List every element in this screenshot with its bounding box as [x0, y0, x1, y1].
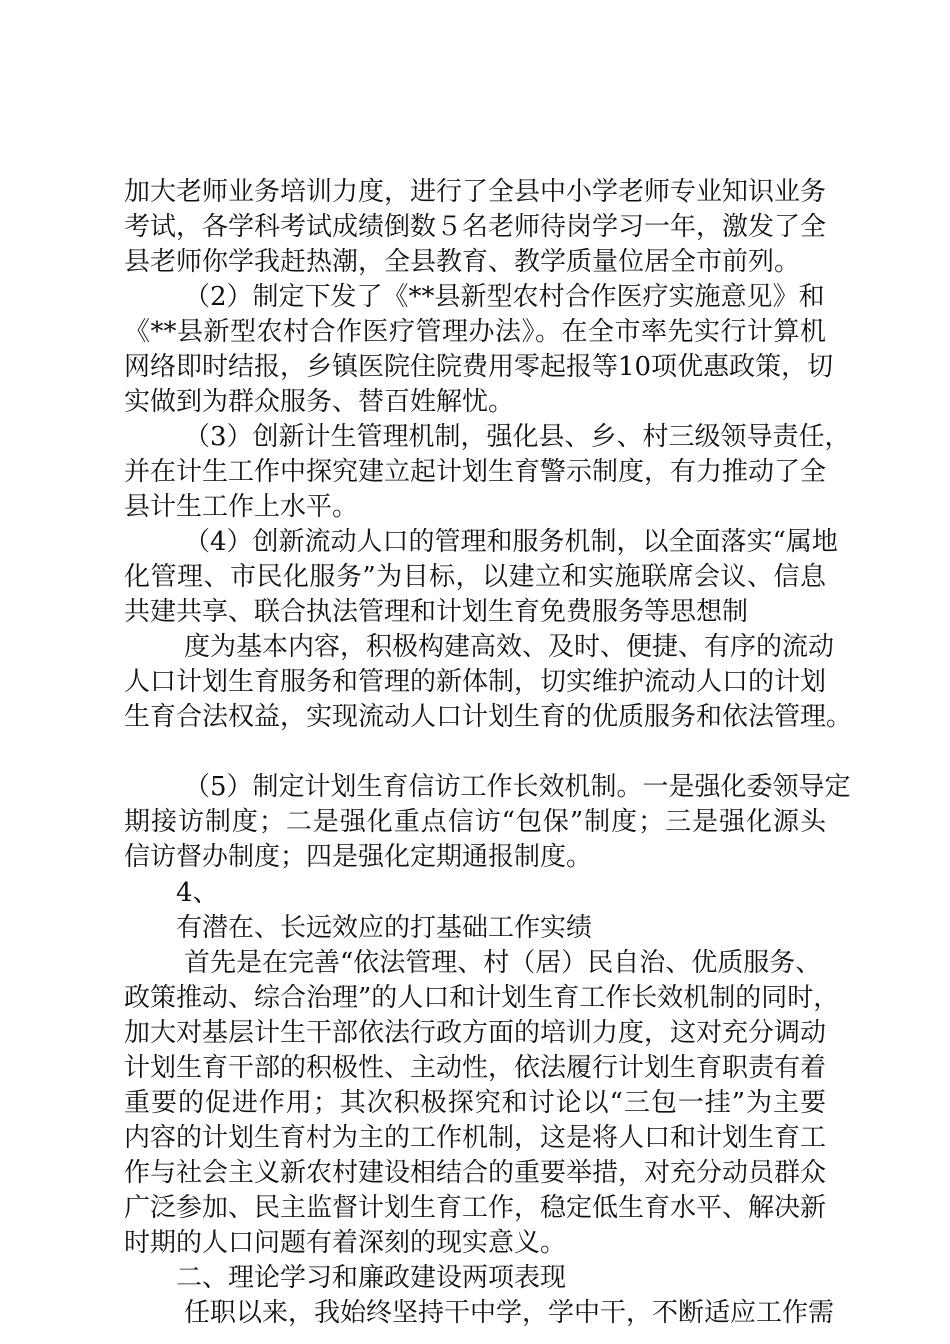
- body-text-line: （5）制定计划生育信访工作长效机制。一是强化委领导定: [184, 772, 851, 802]
- section-number: 4、: [176, 878, 219, 908]
- body-text-line: 时期的人口问题有着深刻的现实意义。: [124, 1228, 567, 1258]
- section-heading: 二、理论学习和廉政建设两项表现: [176, 1263, 567, 1293]
- body-text-line: 信访督办制度；四是强化定期通报制度。: [124, 842, 593, 872]
- body-text-line: 内容的计划生育村为主的工作机制，这是将人口和计划生育工: [124, 1123, 827, 1153]
- body-text-line: 并在计生工作中探究建立起计划生育警示制度，有力推动了全: [124, 457, 827, 487]
- body-text-line: 政策推动、综合治理”的人口和计划生育工作长效机制的同时，: [124, 983, 840, 1013]
- body-text-line: （4）创新流动人口的管理和服务机制，以全面落实“属地: [184, 527, 838, 557]
- body-text-line: 生育合法权益，实现流动人口计划生育的优质服务和依法管理。: [124, 702, 853, 732]
- body-text-line: （2）制定下发了《**县新型农村合作医疗实施意见》和: [184, 282, 825, 312]
- body-text-line: 度为基本内容，积极构建高效、及时、便捷、有序的流动: [184, 632, 835, 662]
- body-text-line: 广泛参加、民主监督计划生育工作，稳定低生育水平、解决新: [124, 1193, 827, 1223]
- body-text-line: （3）创新计生管理机制，强化县、乡、村三级领导责任，: [184, 422, 851, 452]
- body-text-line: 加大老师业务培训力度，进行了全县中小学老师专业知识业务: [124, 177, 827, 207]
- body-text-line: 作与社会主义新农村建设相结合的重要举措，对充分动员群众: [124, 1158, 827, 1188]
- body-text-line: 化管理、市民化服务”为目标，以建立和实施联席会议、信息: [124, 562, 826, 592]
- body-text-line: 县计生工作上水平。: [124, 492, 359, 522]
- body-text-line: 首先是在完善“依法管理、村（居）民自治、优质服务、: [184, 948, 822, 978]
- body-text-line: 任职以来，我始终坚持干中学，学中干，不断适应工作需: [184, 1298, 835, 1328]
- body-text-line: 人口计划生育服务和管理的新体制，切实维护流动人口的计划: [124, 667, 827, 697]
- body-text-line: 县老师你学我赶热潮，全县教育、教学质量位居全市前列。: [124, 247, 801, 277]
- body-text-line: 网络即时结报，乡镇医院住院费用零起报等10项优惠政策，切: [124, 352, 834, 382]
- body-text-line: 考试，各学科考试成绩倒数５名老师待岗学习一年，激发了全: [124, 212, 827, 242]
- body-text-line: 计划生育干部的积极性、主动性，依法履行计划生育职责有着: [124, 1053, 827, 1083]
- body-text-line: 期接访制度；二是强化重点信访“包保”制度；三是强化源头: [124, 807, 826, 837]
- body-text-line: 实做到为群众服务、替百姓解忧。: [124, 387, 515, 417]
- body-text-line: 重要的促进作用；其次积极探究和讨论以“三包一挂”为主要: [124, 1088, 826, 1118]
- body-text-line: 《**县新型农村合作医疗管理办法》。在全市率先实行计算机: [124, 317, 826, 347]
- body-text-line: 共建共享、联合执法管理和计划生育免费服务等思想制: [124, 597, 749, 627]
- section-heading: 有潜在、长远效应的打基础工作实绩: [176, 913, 593, 943]
- body-text-line: 加大对基层计生干部依法行政方面的培训力度，这对充分调动: [124, 1018, 827, 1048]
